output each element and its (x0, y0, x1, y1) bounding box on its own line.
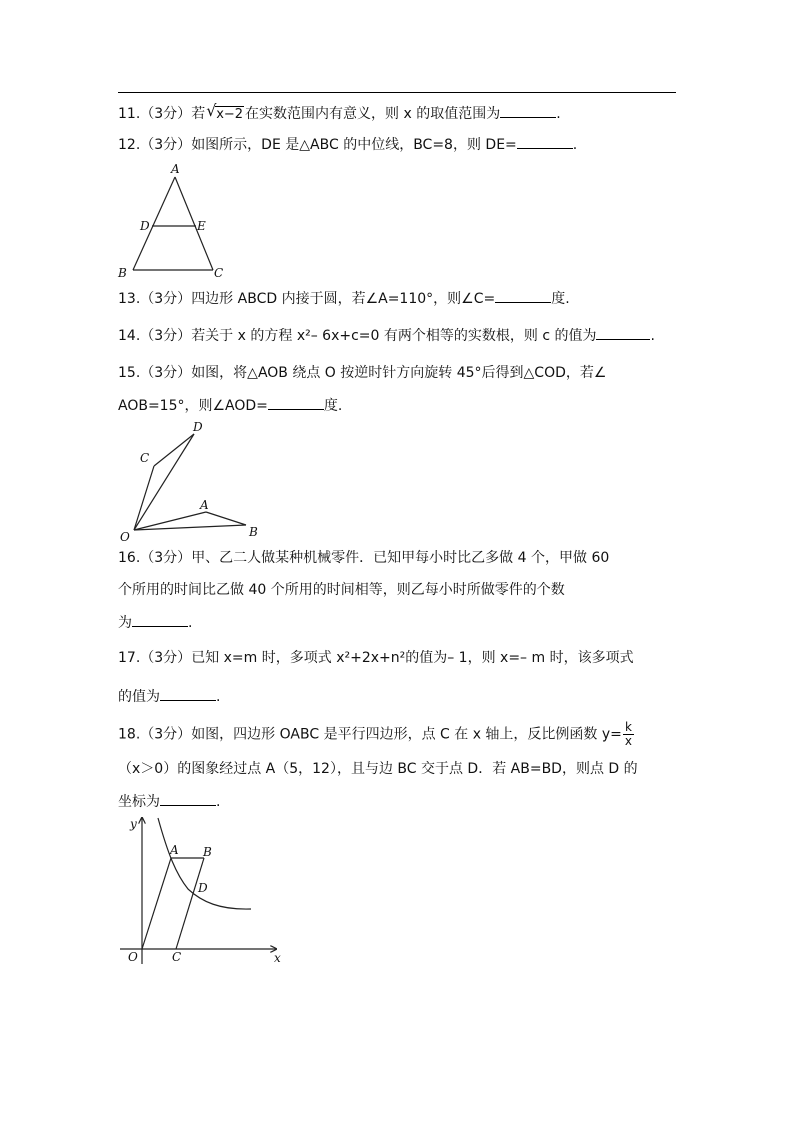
answer-blank-15[interactable] (268, 396, 324, 410)
q11-end: . (556, 106, 561, 122)
q11-number: 11. (118, 106, 141, 122)
fraction-numerator: k (623, 721, 634, 735)
q15-score: （3分） (140, 365, 192, 381)
label-x: x (274, 951, 281, 965)
q12-number: 12. (118, 137, 141, 153)
q12-end: . (572, 137, 578, 153)
q18-score: （3分） (140, 726, 192, 743)
question-15-line-2 (118, 396, 342, 415)
sqrt-radicand: x−2 (216, 107, 244, 122)
rotation-figure (116, 418, 276, 543)
question-17-line-2 (118, 687, 220, 706)
segment-cd (154, 434, 194, 466)
q18-end: . (216, 794, 221, 810)
label-b: B (203, 845, 212, 859)
fraction-k-over-x (623, 721, 634, 748)
q17-score: （3分） (140, 650, 192, 666)
question-18-line-3 (118, 792, 220, 811)
q12-score: （3分） (140, 137, 192, 153)
header-rule (118, 92, 676, 93)
segment-oc (134, 466, 154, 530)
question-18-line-1 (118, 721, 634, 748)
q18-text-1: 如图，四边形 OABC 是平行四边形，点 C 在 x 轴上，反比例函数 y= (191, 726, 622, 743)
q13-end: 度. (551, 291, 570, 307)
question-15-line-1 (118, 364, 606, 382)
q16-number: 16. (118, 550, 141, 566)
q14-end: . (650, 328, 655, 344)
q15-text-2: AOB=15°，则∠AOD= (118, 398, 268, 414)
label-d: D (140, 219, 150, 233)
label-c: C (214, 266, 224, 280)
answer-blank-16[interactable] (132, 613, 188, 627)
answer-blank-14[interactable] (596, 326, 650, 340)
q14-text: 若关于 x 的方程 x²– 6x+c=0 有两个相等的实数根，则 c 的值为 (191, 328, 597, 344)
q17-number: 17. (118, 650, 141, 666)
question-16-line-1 (118, 549, 609, 567)
q16-text-3: 为 (118, 615, 132, 631)
q18-number: 18. (118, 726, 141, 743)
q15-number: 15. (118, 365, 141, 381)
label-a: A (200, 498, 209, 512)
sqrt-expression: √ x−2 (206, 101, 244, 122)
q15-end: 度. (323, 398, 343, 414)
question-17-line-1 (118, 649, 634, 667)
side-ac (175, 177, 213, 270)
label-o: O (128, 950, 138, 964)
q16-text-2: 个所用的时间比乙做 40 个所用的时间相等，则乙每小时所做零件的个数 (118, 582, 565, 598)
answer-blank-11[interactable] (500, 104, 556, 118)
fraction-denominator: x (624, 734, 633, 748)
question-14 (118, 326, 655, 345)
answer-blank-18[interactable] (160, 792, 216, 806)
q15-text-1: 如图，将△AOB 绕点 O 按逆时针方向旋转 45°后得到△COD，若∠ (191, 365, 607, 381)
q13-score: （3分） (140, 291, 192, 307)
label-d: D (198, 881, 208, 895)
q17-end: . (216, 689, 221, 705)
question-12 (118, 135, 577, 154)
label-y: y (130, 817, 137, 831)
question-13 (118, 289, 570, 308)
answer-blank-13[interactable] (495, 289, 551, 303)
q11-text-post: 在实数范围内有意义，则 x 的取值范围为 (245, 106, 501, 122)
q16-text-1: 甲、乙二人做某种机械零件．已知甲每小时比乙多做 4 个，甲做 60 (191, 550, 610, 566)
q16-end: . (188, 615, 193, 631)
q11-score: （3分） (140, 106, 192, 122)
q12-text: 如图所示，DE 是△ABC 的中位线，BC=8，则 DE= (191, 137, 517, 153)
label-c: C (172, 950, 182, 964)
label-e: E (197, 219, 206, 233)
answer-blank-17[interactable] (160, 687, 216, 701)
answer-blank-12[interactable] (517, 135, 573, 149)
label-d: D (193, 420, 203, 434)
q13-number: 13. (118, 291, 141, 307)
q17-text-2: 的值为 (118, 689, 160, 705)
side-oa (142, 858, 171, 949)
q11-text-pre: 若 (191, 106, 206, 122)
q14-score: （3分） (140, 328, 192, 344)
question-11 (118, 101, 561, 124)
question-16-line-3 (118, 613, 192, 632)
q13-text: 四边形 ABCD 内接于圆，若∠A=110°，则∠C= (191, 291, 496, 307)
q18-text-3: 坐标为 (118, 794, 160, 810)
label-b: B (118, 266, 127, 280)
side-bc (176, 858, 204, 949)
q16-score: （3分） (140, 550, 192, 566)
label-c: C (140, 451, 150, 465)
label-b: B (249, 525, 258, 539)
q17-text-1: 已知 x=m 时，多项式 x²+2x+n²的值为– 1，则 x=– m 时，该多项式 (191, 650, 634, 666)
label-o: O (120, 530, 130, 544)
hyperbola-curve (158, 818, 251, 909)
triangle-abc-figure (112, 160, 232, 282)
segment-ab (206, 512, 246, 525)
coordinate-figure (116, 814, 291, 972)
q18-text-2: （x＞0）的图象经过点 A（5，12），且与边 BC 交于点 D．若 AB=BD，则点 D 的 (118, 761, 638, 777)
question-16-line-2 (118, 581, 565, 599)
q14-number: 14. (118, 328, 141, 344)
label-a: A (170, 843, 179, 857)
label-a: A (171, 162, 180, 176)
segment-od (134, 434, 194, 530)
question-18-line-2 (118, 760, 638, 778)
